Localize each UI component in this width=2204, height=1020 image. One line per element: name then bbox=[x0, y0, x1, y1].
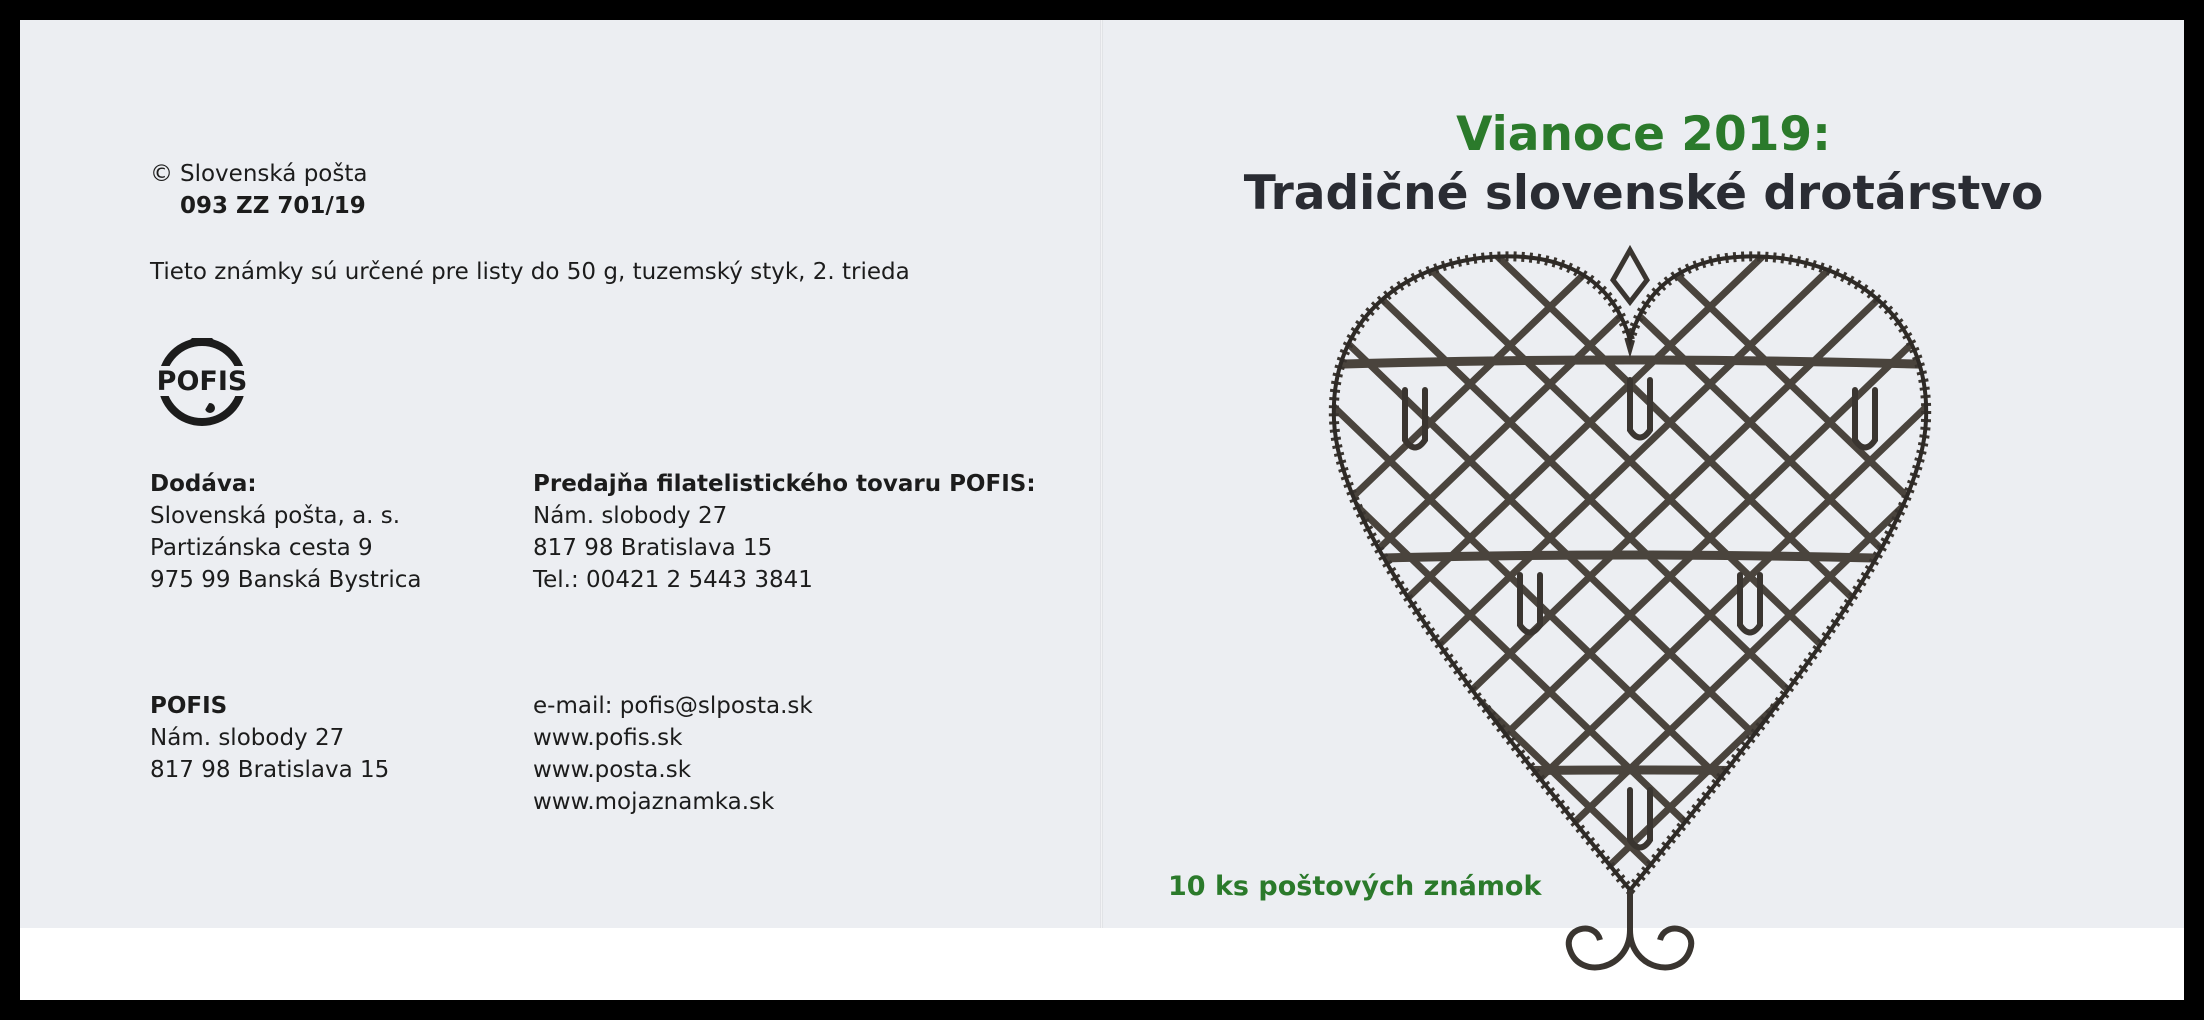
shop-phone: Tel.: 00421 2 5443 3841 bbox=[533, 567, 813, 593]
product-code: 093 ZZ 701/19 bbox=[180, 193, 366, 219]
supplier-line: 975 99 Banská Bystrica bbox=[150, 567, 422, 593]
contact-web: www.mojaznamka.sk bbox=[533, 789, 775, 815]
supplier-line: Slovenská pošta, a. s. bbox=[150, 503, 401, 529]
contact-web: www.posta.sk bbox=[533, 757, 692, 783]
shop-line: 817 98 Bratislava 15 bbox=[533, 535, 773, 561]
copyright-line bbox=[150, 158, 367, 190]
contact-web: www.pofis.sk bbox=[533, 725, 683, 751]
cover-title-year: Vianoce 2019: bbox=[1456, 107, 1831, 162]
cover-title: Tradičné slovenské drotárstvo bbox=[1243, 166, 2044, 221]
shop-line: Nám. slobody 27 bbox=[533, 503, 728, 529]
pofis-line: Nám. slobody 27 bbox=[150, 725, 345, 751]
usage-note: Tieto známky sú určené pre listy do 50 g, tuzemský styk, 2. trieda bbox=[150, 259, 910, 285]
logo-text: POFIS bbox=[156, 366, 248, 397]
copyright-symbol: © bbox=[150, 161, 173, 187]
back-panel bbox=[20, 20, 1100, 1000]
supplier-line: Partizánska cesta 9 bbox=[150, 535, 373, 561]
pofis-logo-icon bbox=[150, 332, 254, 428]
contact-email: e-mail: pofis@slposta.sk bbox=[533, 693, 813, 719]
shop-heading: Predajňa filatelistického tovaru POFIS: bbox=[533, 471, 1036, 497]
supplier-heading: Dodáva: bbox=[150, 471, 257, 497]
pofis-heading: POFIS bbox=[150, 693, 228, 719]
stamp-booklet bbox=[20, 20, 2184, 1000]
pofis-line: 817 98 Bratislava 15 bbox=[150, 757, 390, 783]
copyright-publisher: Slovenská pošta bbox=[180, 161, 368, 187]
stamps-count: 10 ks poštových známok bbox=[1168, 871, 1542, 902]
